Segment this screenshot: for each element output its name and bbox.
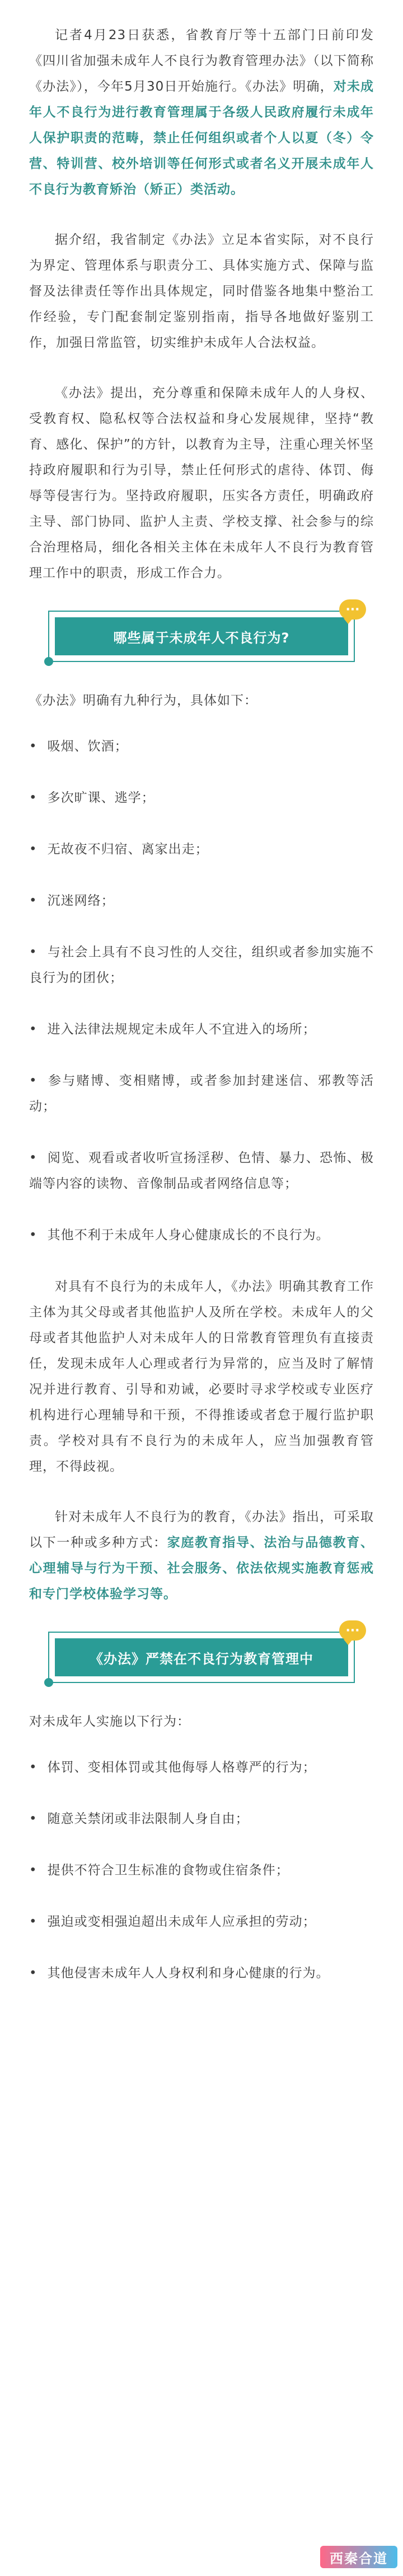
education-methods-paragraph [29,1504,374,1607]
speech-bubble-icon [339,1620,366,1641]
list-item: • 沉迷网络； [29,894,115,908]
prohibited-list [29,1755,374,1986]
speech-bubble-icon [339,599,366,620]
ellipsis-icon: ··· [345,1623,360,1638]
corner-dot-icon [44,1678,53,1687]
list-item: • 随意关禁闭或非法限制人身自由； [29,1812,249,1826]
section-title: 哪些属于未成年人不良行为? [55,617,348,655]
list-item: • 与社会上具有不良习性的人交往，组织或者参加实施不良行为的团伙； [29,945,374,985]
methods-highlight: 家庭教育指导、法治与品德教育、心理辅导与行为干预、社会服务、依法依规实施教育惩戒和专门学校体验学习等。 [29,1535,374,1601]
responsibility-paragraph: 对具有不良行为的未成年人，《办法》明确其教育工作主体为其父母或者其他监护人及所在学校。未成年人的父母或者其他监护人对未成年人的日常教育管理负有直接责任，发现未成年人心理或者行为异常的，应当及时了解情况并进行教育、引导和劝诫，必要时寻求学校或专业医疗机构进行心理辅导和干预，不得推诿或者怠于履行监护职责。学校对具有不良行为的未成年人，应当加强教育管理，不得歧视。 [29,1279,374,1474]
list-item: • 体罚、变相体罚或其他侮辱人格尊严的行为； [29,1760,316,1775]
intro-highlight: 对未成年人不良行为进行教育管理属于各级人民政府履行未成年人保护职责的范畴，禁止任何组织或者个人以夏（冬）令营、特训营、校外培训等任何形式或者名义开展未成年人不良行为教育矫治（矫正）类活动。 [29,79,374,197]
intro-paragraph-2: 据介绍，我省制定《办法》立足本省实际，对不良行为界定、管理体系与职责分工、具体实施方式、保障与监督及法律责任等作出具体规定，同时借鉴各地集中整治工作经验，专门配套制定鉴别指南，指导各地做好鉴别工作，加强日常监管，切实维护未成年人合法权益。 [29,233,374,350]
corner-dot-icon [44,657,53,666]
section-header-prohibited [48,1623,360,1683]
list-item: • 强迫或变相强迫超出未成年人应承担的劳动； [29,1915,316,1929]
list-item: • 阅览、观看或者收听宣扬淫秽、色情、暴力、恐怖、极端等内容的读物、音像制品或者网络信息等； [29,1151,374,1191]
section-title: 《办法》严禁在不良行为教育管理中 [55,1638,348,1676]
ellipsis-icon: ··· [345,602,360,617]
list-item: • 无故夜不归宿、离家出走； [29,842,209,857]
methods-text: 针对未成年人不良行为的教育，《办法》指出，可采取以下一种或多种方式： [29,1510,374,1550]
intro-paragraph-1 [29,22,374,202]
watermark-logo: 西秦合道 [320,2546,397,2568]
list-item: • 参与赌博、变相赌博，或者参加封建迷信、邪教等活动； [29,1074,374,1114]
section-intro: 《办法》明确有九种行为，具体如下： [29,693,257,708]
intro-text: 记者4月23日获悉，省教育厅等十五部门日前印发《四川省加强未成年人不良行为教育管理办法》（以下简称《办法》），今年5月30日开始施行。《办法》明确， [29,28,374,94]
list-item: • 多次旷课、逃学； [29,791,155,805]
list-item: • 其他不利于未成年人身心健康成长的不良行为。 [29,1228,330,1242]
list-item: • 吸烟、饮酒； [29,739,128,754]
section-intro: 对未成年人实施以下行为： [29,1714,190,1729]
list-item: • 提供不符合卫生标准的食物或住宿条件； [29,1863,289,1878]
intro-paragraph-3: 《办法》提出，充分尊重和保障未成年人的人身权、受教育权、隐私权等合法权益和身心发展规律，坚持“教育、感化、保护”的方针，以教育为主导，注重心理关怀坚持政府履职和行为引导，禁止任何形式的虐待、体罚、侮辱等侵害行为。坚持政府履职，压实各方责任，明确政府主导、部门协同、监护人主责、学校支撑、社会参与的综合治理格局，细化各相关主体在未成年人不良行为教育管理工作中的职责，形成工作合力。 [29,386,374,580]
list-item: • 进入法律法规规定未成年人不宜进入的场所； [29,1022,316,1037]
section-header-bad-behaviors [48,602,360,662]
bad-behavior-list [29,734,374,1248]
list-item: • 其他侵害未成年人人身权利和身心健康的行为。 [29,1966,330,1981]
